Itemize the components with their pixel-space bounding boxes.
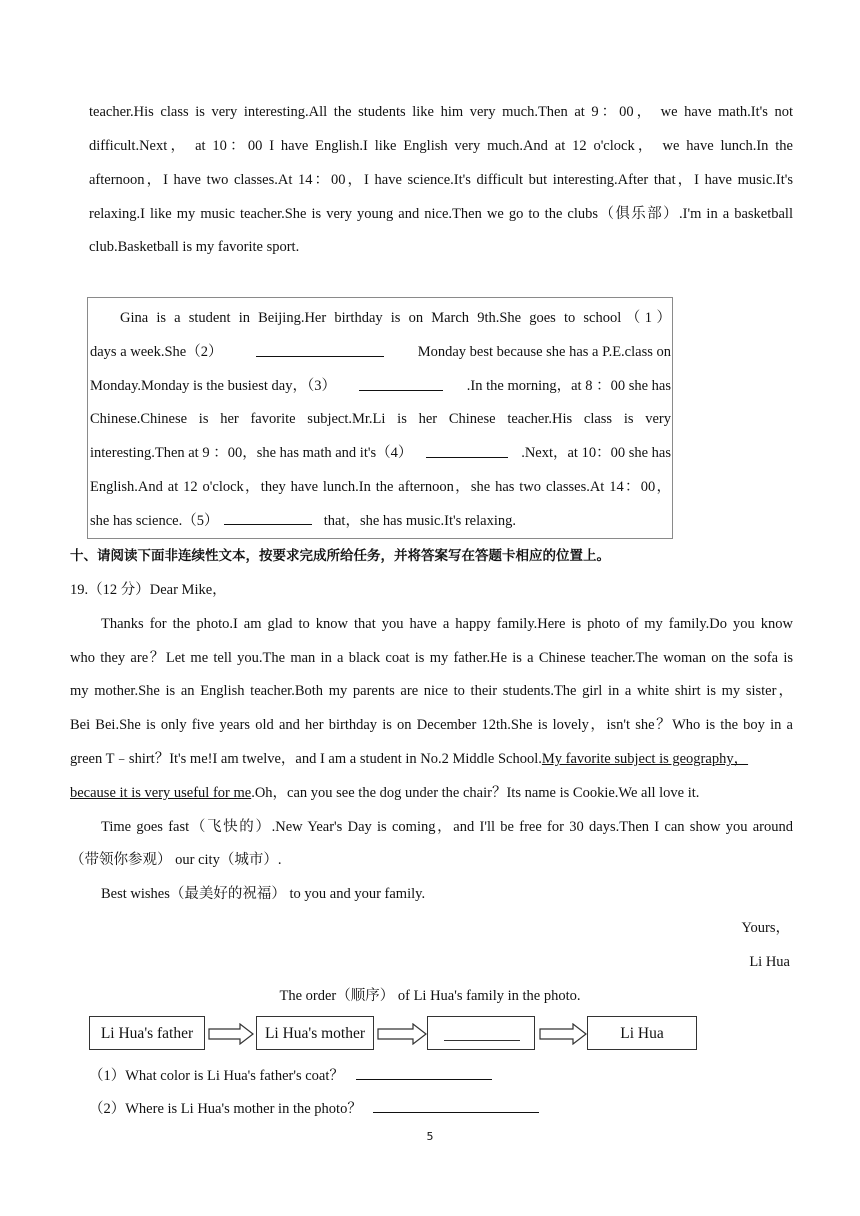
question-text: （1）What color is Li Hua's father's coat？ [89,1068,344,1084]
diagram-caption: The order（顺序） of Li Hua's family in the photo. [279,988,581,1004]
question-text: （2）Where is Li Hua's mother in the photo？ [89,1101,362,1117]
page-number: 5 [426,1130,434,1143]
summary-text: she has science.（5） [90,513,219,529]
letter-signature: Li Hua [749,954,790,970]
summary-text: interesting.Then at 9 ：00，she has math and it's（4） [90,445,413,461]
summary-text: that，she has music.It's relaxing. [323,513,516,529]
right-arrow-icon [377,1023,427,1045]
answer-blank-5[interactable] [224,510,312,525]
question-item [89,1098,539,1119]
summary-text: .In the morning，at 8 ：00 she has [466,378,671,394]
answer-blank-4[interactable] [426,443,508,458]
summary-text: days a week.She（2） [90,344,223,360]
underlined-sentence: because it is very useful for me [70,785,252,801]
question-item [89,1065,492,1086]
passage-line: afternoon，I have two classes.At 14：00，I have science.It's difficult but interesting.After that，I have music.It's [89,172,793,188]
summary-line [90,443,671,463]
letter-line: my mother.She is an English teacher.Both my parents are nice to their students.The girl in a white shirt is my sister， [70,683,793,699]
letter-line [70,783,699,803]
letter-line: who they are？Let me tell you.The man in a black coat is my father.He is a Chinese teacher.The woman on the sofa is [70,650,793,666]
summary-line: Chinese.Chinese is her favorite subject.Mr.Li is her Chinese teacher.His class is very [90,411,671,427]
summary-line [90,342,671,362]
summary-text: .Next，at 10：00 she has [521,445,671,461]
order-box-li-hua: Li Hua [587,1016,697,1050]
answer-blank-diagram [444,1040,520,1041]
summary-line [90,376,671,396]
order-diagram [89,1014,701,1054]
right-arrow-icon [208,1023,254,1045]
section-heading: 十、请阅读下面非连续性文本，按要求完成所给任务，并将答案写在答题卡相应的位置上。 [70,548,610,564]
passage-line: difficult.Next， at 10：00 I have English.I like English very much.And at 12 o'clock， we have lunch.In the [89,138,793,154]
summary-text: Monday best because she has a P.E.class on [417,344,671,360]
answer-blank-q2[interactable] [373,1098,539,1113]
letter-closing: Yours， [741,920,790,936]
letter-line: Thanks for the photo.I am glad to know that you have a happy family.Here is photo of my family.Do you know [101,616,793,632]
underlined-sentence: My favorite subject is geography， [541,751,749,767]
summary-line [90,510,516,531]
summary-text: Monday.Monday is the busiest day，（3） [90,378,336,394]
order-box-blank[interactable] [427,1016,535,1050]
letter-line: Time goes fast（飞快的）.New Year's Day is coming，and I'll be free for 30 days.Then I can show you around [101,819,793,835]
summary-box [87,297,673,539]
question-label: 19.（12 分）Dear Mike， [70,582,227,598]
order-box-mother: Li Hua's mother [256,1016,374,1050]
letter-line [70,749,748,769]
answer-blank-2[interactable] [256,342,384,357]
letter-text: green T﹣shirt？It's me!I am twelve，and I am a student in No.2 Middle School. [70,751,542,767]
answer-blank-3[interactable] [359,376,443,391]
answer-blank-q1[interactable] [356,1065,492,1080]
right-arrow-icon [539,1023,587,1045]
letter-line: Bei Bei.She is only five years old and her birthday is on December 12th.She is lovely，isn't she？Who is the boy in a [70,717,793,733]
order-box-father: Li Hua's father [89,1016,205,1050]
passage-line: relaxing.I like my music teacher.She is very young and nice.Then we go to the clubs（俱乐部）.I'm in a basketball [89,206,793,222]
letter-line: （带领你参观） our city（城市）. [70,852,282,868]
summary-line: Gina is a student in Beijing.Her birthday is on March 9th.She goes to school（1） [120,310,671,326]
passage-line: club.Basketball is my favorite sport. [89,239,300,255]
passage-line: teacher.His class is very interesting.All the students like him very much.Then at 9：00， we have math.It's not [89,104,793,120]
letter-line: Best wishes（最美好的祝福） to you and your family. [101,886,426,902]
summary-line: English.And at 12 o'clock，they have lunch.In the afternoon，she has two classes.At 14：00， [90,479,671,495]
letter-text: .Oh，can you see the dog under the chair？Its name is Cookie.We all love it. [251,785,700,801]
